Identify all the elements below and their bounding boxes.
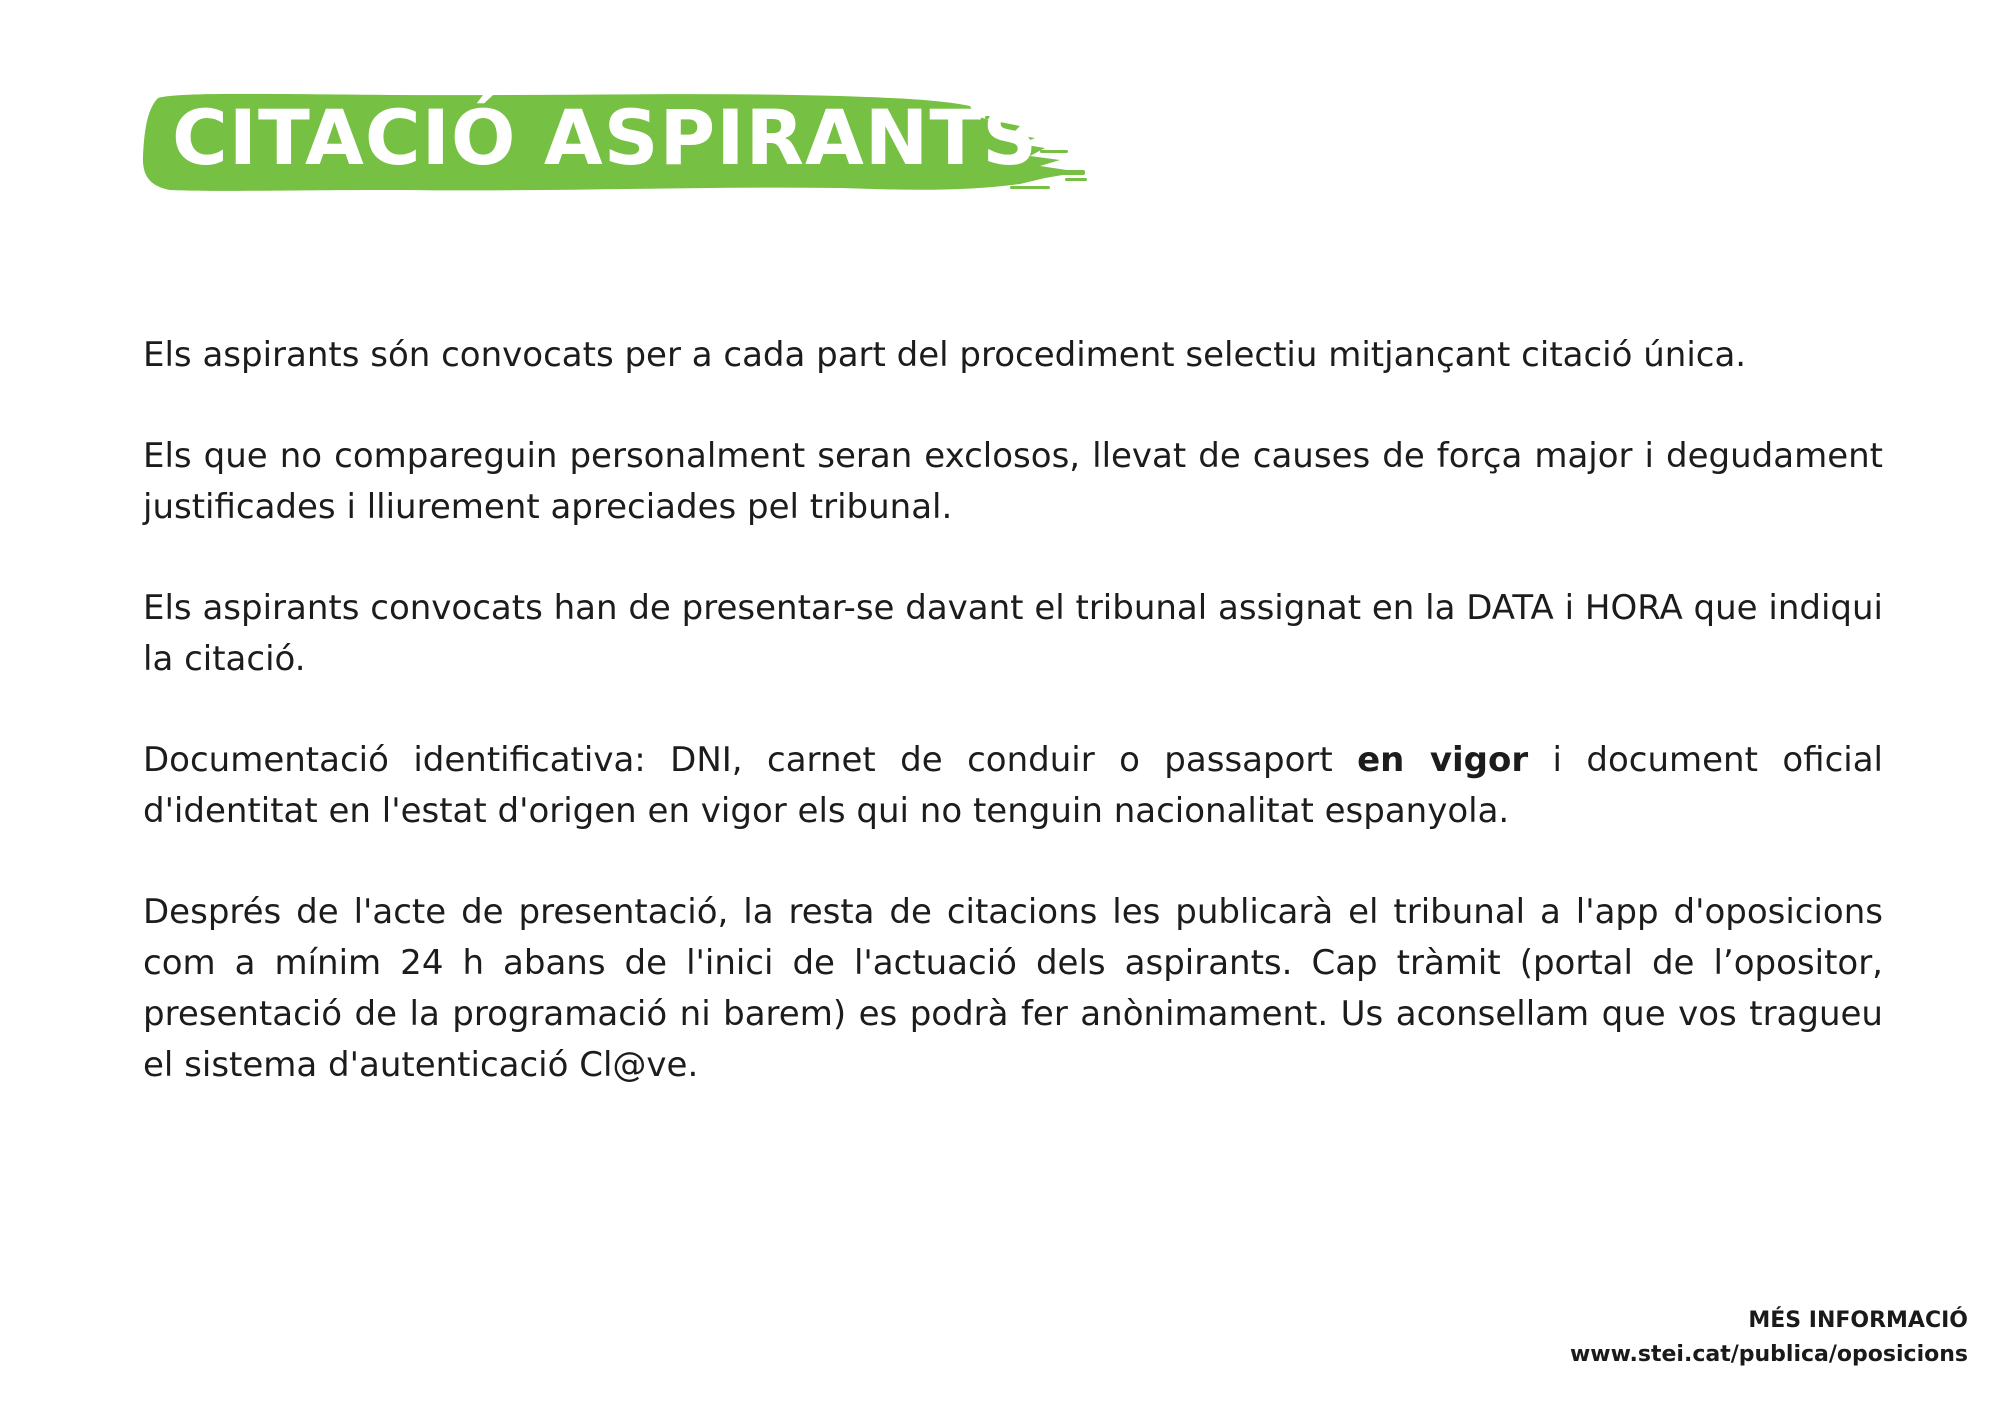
footer-more-info <box>1570 1304 1968 1372</box>
footer-label: MÉS INFORMACIÓ <box>1748 1308 1968 1333</box>
paragraph-date-time: Els aspirants convocats han de presentar-se davant el tribunal assignat en la DATA i HORA que indiqui la citació. <box>143 588 1883 679</box>
title-banner <box>140 86 1100 206</box>
identification-text-bold: en vigor <box>1357 740 1529 780</box>
footer-url-link[interactable]: www.stei.cat/publica/oposicions <box>1569 1342 1968 1367</box>
paragraph-citation-unique: Els aspirants són convocats per a cada part del procediment selectiu mitjançant citació única. <box>143 335 1747 375</box>
identification-text-start: Documentació identificativa: DNI, carnet de conduir o passaport <box>143 740 1358 780</box>
body-content <box>143 330 1883 1141</box>
paragraph-identification <box>143 735 1883 837</box>
paragraph-exclusion: Els que no compareguin personalment seran exclosos, llevat de causes de força major i degudament justificades i lliurement apreciades pel tribunal. <box>143 436 1883 527</box>
identification-text-end: i document oficial d'identitat en l'estat d'origen en vigor els qui no tenguin nacionalitat espanyola. <box>143 740 1883 831</box>
page-title: CITACIÓ ASPIRANTS <box>172 93 1038 182</box>
paragraph-after-presentation: Després de l'acte de presentació, la resta de citacions les publicarà el tribunal a l'app d'oposicions com a mínim 24 h abans de l'inici de l'actuació dels aspirants. Cap tràmit (portal de l’opositor, presentació de la programació ni barem) es podrà fer anònimament. Us aconsellam que vos tragueu el sistema d'autenticació Cl@ve. <box>143 892 1883 1085</box>
